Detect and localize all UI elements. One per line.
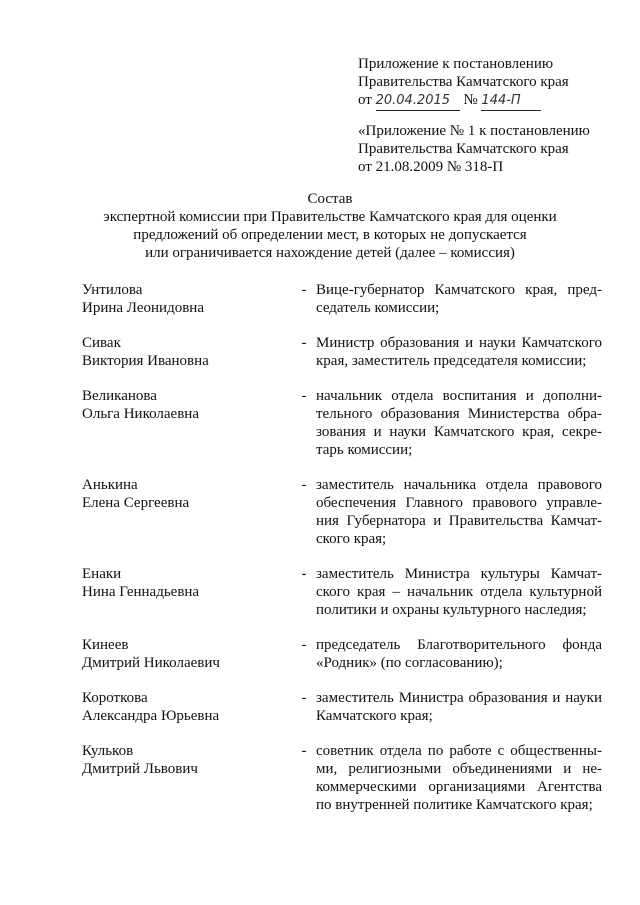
title-line-2: экспертной комиссии при Правительстве Камчатского края для оценки — [103, 209, 557, 225]
member-dash: - — [301, 637, 307, 653]
member-role-line: по внутренней политике Камчатского края; — [316, 797, 593, 813]
member-row — [82, 689, 602, 725]
member-surname: Сивак — [82, 335, 121, 351]
member-given-name: Ирина Леонидовна — [82, 300, 204, 316]
member-given-name: Елена Сергеевна — [82, 495, 190, 511]
member-name — [82, 476, 292, 548]
original-appendix-reference — [358, 122, 628, 176]
member-given-name: Дмитрий Львович — [82, 761, 198, 777]
member-role — [316, 387, 602, 459]
title-line-1: Состав — [307, 191, 353, 207]
member-role — [316, 281, 602, 317]
number-prefix: № — [463, 92, 478, 108]
member-name — [82, 565, 292, 619]
member-role-line: ского края; — [316, 531, 387, 547]
title-line-3: предложений об определении мест, в которых не допускается — [133, 227, 527, 243]
member-surname: Кульков — [82, 743, 134, 759]
member-role — [316, 334, 602, 370]
member-role-line: заместитель Министра культуры Камчат- — [316, 566, 602, 582]
appendix-header — [358, 55, 628, 111]
member-given-name: Дмитрий Николаевич — [82, 655, 220, 671]
member-role — [316, 476, 602, 548]
member-role — [316, 565, 602, 619]
member-role-line: Вице-губернатор Камчатского края, пред- — [316, 282, 602, 298]
member-role — [316, 636, 602, 672]
member-name — [82, 689, 292, 725]
member-given-name: Ольга Николаевна — [82, 406, 199, 422]
member-row — [82, 565, 602, 619]
original-line-2: Правительства Камчатского края — [358, 141, 569, 157]
member-given-name: Нина Геннадьевна — [82, 584, 200, 600]
member-dash: - — [301, 566, 307, 582]
member-role-line: тарь комиссии; — [316, 442, 413, 458]
member-row — [82, 476, 602, 548]
appendix-line-1: Приложение к постановлению — [358, 56, 554, 72]
member-row — [82, 742, 602, 814]
member-surname: Унтилова — [82, 282, 143, 298]
member-role-line: «Родник» (по согласованию); — [316, 655, 503, 671]
original-line-3: от 21.08.2009 № 318-П — [358, 159, 504, 175]
member-role-line: края, заместитель председателя комиссии; — [316, 353, 587, 369]
member-dash: - — [301, 743, 307, 759]
member-dash: - — [301, 335, 307, 351]
title-line-4: или ограничивается нахождение детей (далее – комиссия) — [145, 245, 515, 261]
member-dash: - — [301, 690, 307, 706]
member-role-line: зования и науки Камчатского края, секре- — [316, 424, 602, 440]
member-name — [82, 387, 292, 459]
member-role-line: коммерческими организациями Агентства — [316, 779, 602, 795]
member-row — [82, 387, 602, 459]
member-role-line: седатель комиссии; — [316, 300, 440, 316]
member-name — [82, 636, 292, 672]
member-role-line: Министр образования и науки Камчатского — [316, 335, 602, 351]
member-role-line: обеспечения Главного правового управле- — [316, 495, 602, 511]
member-role-line: заместитель Министра образования и науки — [316, 690, 602, 706]
member-row — [82, 636, 602, 672]
member-role-line: Камчатского края; — [316, 708, 433, 724]
member-row — [82, 281, 602, 317]
number-value: 144-П — [481, 92, 541, 111]
date-value: 20.04.2015 — [376, 92, 460, 111]
appendix-line-2: Правительства Камчатского края — [358, 74, 569, 90]
member-surname: Великанова — [82, 388, 157, 404]
member-name — [82, 281, 292, 317]
member-surname: Анькина — [82, 477, 138, 493]
member-given-name: Виктория Ивановна — [82, 353, 209, 369]
member-role-line: ния Губернатора и Правительства Камчат- — [316, 513, 602, 529]
member-role-line: ского края – начальник отдела культурной — [316, 584, 602, 600]
member-surname: Короткова — [82, 690, 148, 706]
member-role-line: советник отдела по работе с общественны- — [316, 743, 602, 759]
member-role-line: ми, религиозными объединениями и не- — [316, 761, 602, 777]
member-name — [82, 334, 292, 370]
member-role-line: заместитель начальника отдела правового — [316, 477, 602, 493]
date-prefix: от — [358, 92, 372, 108]
member-role — [316, 742, 602, 814]
members-list — [82, 281, 602, 831]
member-role-line: политики и охраны культурного наследия; — [316, 602, 587, 618]
member-role-line: тельного образования Министерства обра- — [316, 406, 602, 422]
member-role-line: начальник отдела воспитания и дополни- — [316, 388, 602, 404]
document-title — [60, 190, 600, 262]
member-name — [82, 742, 292, 814]
member-surname: Енаки — [82, 566, 122, 582]
appendix-date-line — [358, 91, 628, 111]
member-given-name: Александра Юрьевна — [82, 708, 220, 724]
member-role — [316, 689, 602, 725]
member-dash: - — [301, 282, 307, 298]
member-dash: - — [301, 477, 307, 493]
member-role-line: председатель Благотворительного фонда — [316, 637, 602, 653]
original-line-1: «Приложение № 1 к постановлению — [358, 123, 590, 139]
member-row — [82, 334, 602, 370]
member-surname: Кинеев — [82, 637, 129, 653]
member-dash: - — [301, 388, 307, 404]
